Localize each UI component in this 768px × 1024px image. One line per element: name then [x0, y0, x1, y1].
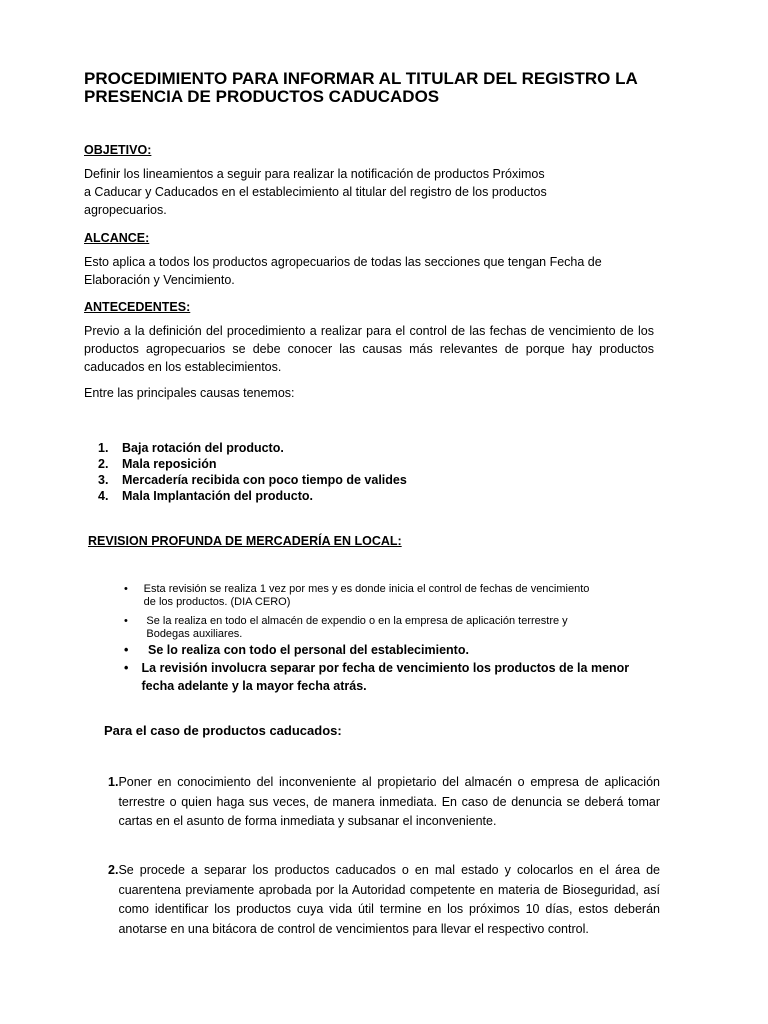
list-item: 4. Mala Implantación del producto.	[98, 489, 313, 503]
revision-large-bullets	[124, 641, 664, 695]
list-item: 3. Mercadería recibida con poco tiempo de valides	[98, 473, 407, 487]
list-item: 2. Mala reposición	[98, 457, 217, 471]
bullet-icon: •	[124, 583, 128, 595]
revision-heading: REVISION PROFUNDA DE MERCADERÍA EN LOCAL:	[88, 534, 402, 548]
antecedentes-text: Previo a la definición del procedimiento a realizar para el control de las fechas de vencimiento de los productos agropecuarios se debe conocer las causas más relevantes de porque hay productos caducados en los establecimientos.	[84, 324, 654, 374]
revision-small-bullets	[124, 583, 594, 647]
antecedentes-heading: ANTECEDENTES:	[84, 300, 191, 314]
list-item: • Esta revisión se realiza 1 vez por mes y es donde inicia el control de fechas de vencimiento de los productos. (DIA CERO)	[124, 583, 590, 608]
bullet-icon: •	[124, 661, 129, 675]
list-item: • Se lo realiza con todo el personal del establecimiento.	[124, 643, 469, 657]
list-item: • Se la realiza en todo el almacén de expendio o en la empresa de aplicación terrestre y Bodegas auxiliares.	[124, 615, 568, 640]
causes-intro: Entre las principales causas tenemos:	[84, 386, 295, 400]
alcance-heading: ALCANCE:	[84, 231, 150, 245]
bullet-icon: •	[124, 615, 128, 627]
page-title: PROCEDIMIENTO PARA INFORMAR AL TITULAR DEL REGISTRO LA PRESENCIA DE PRODUCTOS CADUCADOS	[84, 69, 638, 106]
objetivo-text: Definir los lineamientos a seguir para realizar la notificación de productos Próximos a Caducar y Caducados en el establecimiento al titular del registro de los productos agropecuarios.	[84, 167, 547, 217]
list-item: • La revisión involucra separar por fecha de vencimiento los productos de la menor fecha adelante y la mayor fecha atrás.	[124, 661, 630, 693]
step-item-1: 1. Poner en conocimiento del inconveniente al propietario del almacén o empresa de aplicación terrestre o quien haga sus veces, de manera inmediata. En caso de denuncia se deberá tomar cartas en el asunto de forma inmediata y subsanar el inconveniente.	[108, 775, 660, 828]
caducados-heading: Para el caso de productos caducados:	[104, 723, 342, 738]
causes-list	[98, 440, 407, 504]
step-item-2: 2. Se procede a separar los productos caducados o en mal estado y colocarlos en el área de cuarentena previamente aprobada por la Autoridad competente en materia de Bioseguridad, así como identificar los productos cuya vida útil termine en los próximos 10 días, estos deberán anotarse en una bitácora de control de vencimientos para llevar el respectivo control.	[108, 863, 660, 936]
alcance-text: Esto aplica a todos los productos agropecuarios de todas las secciones que tengan Fecha de Elaboración y Vencimiento.	[84, 255, 602, 287]
objetivo-heading: OBJETIVO:	[84, 143, 152, 157]
bullet-icon: •	[124, 643, 129, 657]
list-item: 1. Baja rotación del producto.	[98, 441, 284, 455]
